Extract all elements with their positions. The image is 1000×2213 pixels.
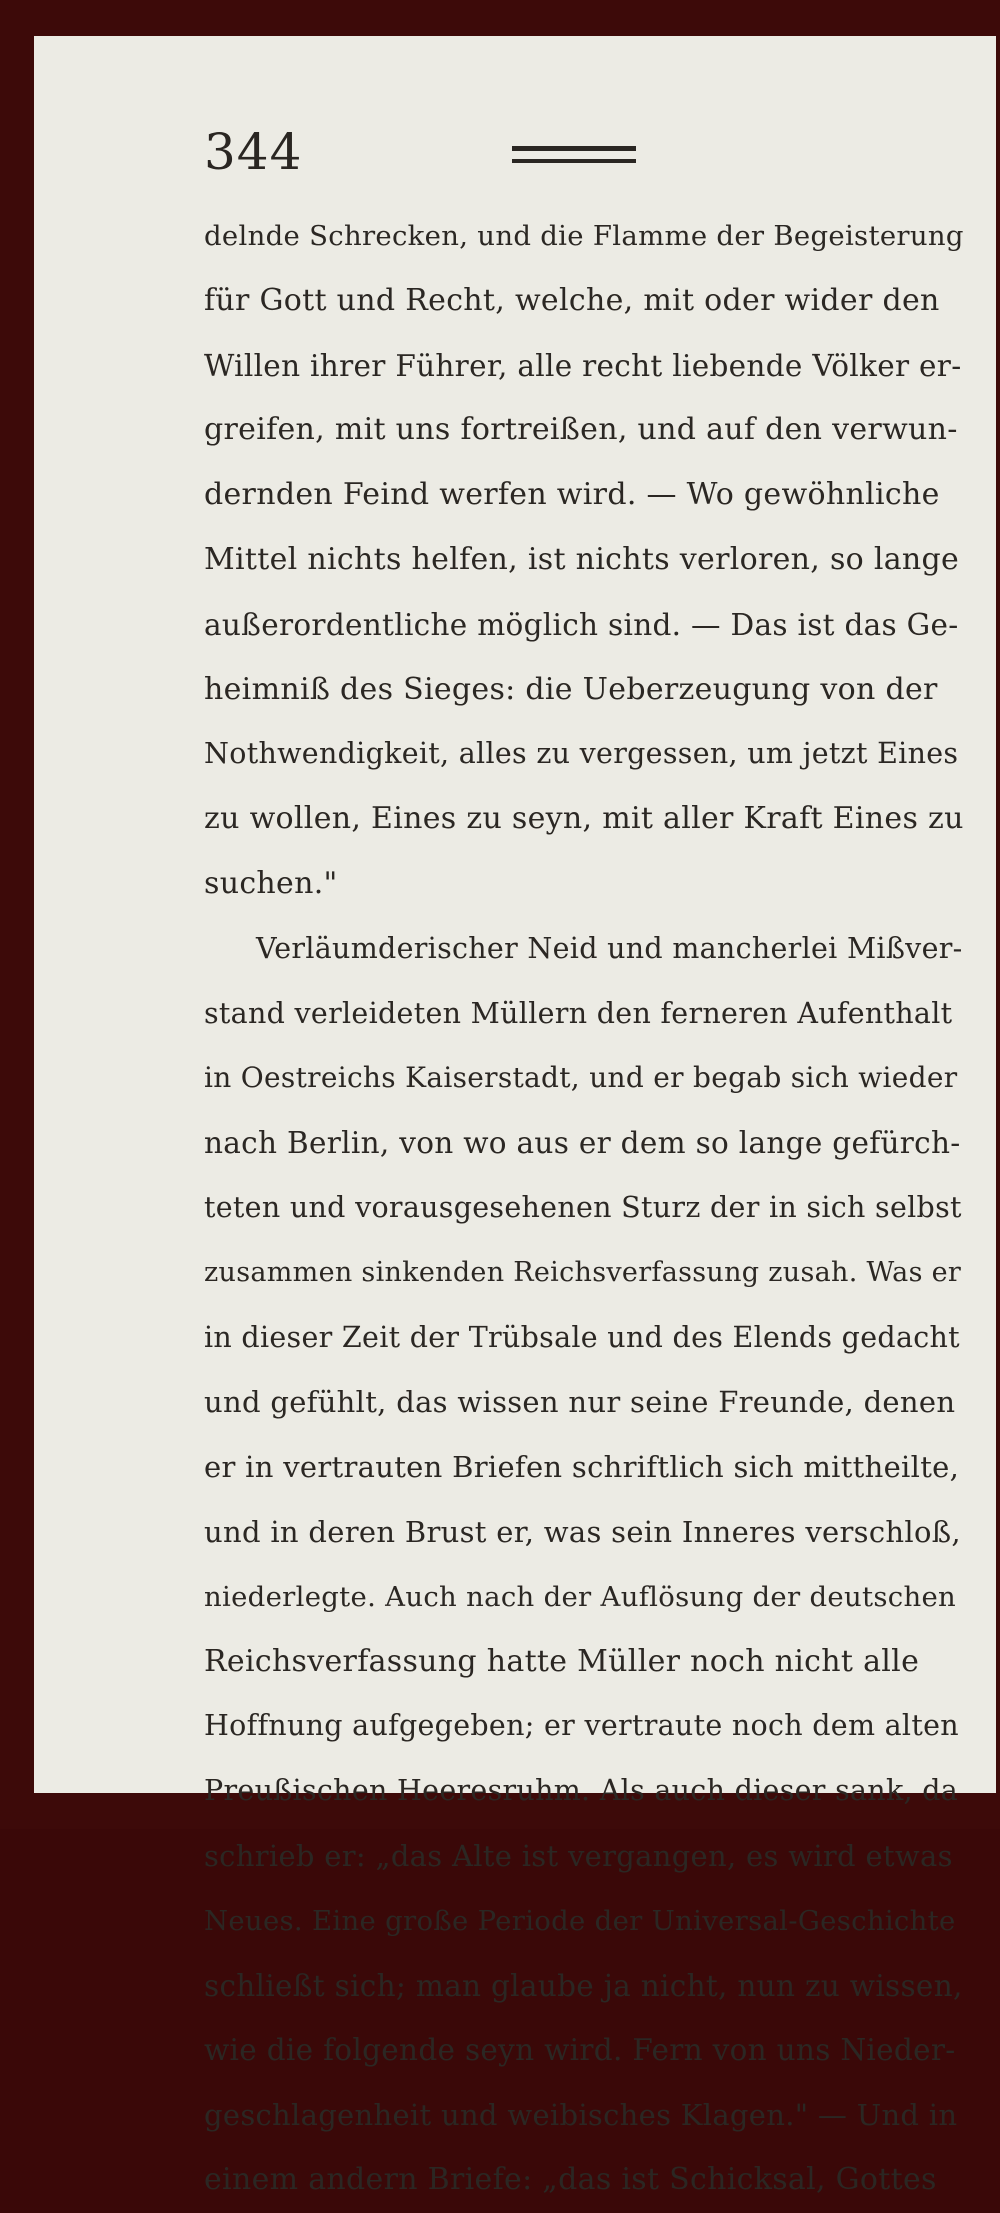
text-line: Neues. Eine große Periode der Universal-Geschichte [204, 1904, 956, 1937]
text-line: und in deren Brust er, was sein Inneres verschloß, [204, 1514, 961, 1549]
text-line: niederlegte. Auch nach der Auflösung der deutschen [204, 1580, 957, 1613]
text-line: delnde Schrecken, und die Flamme der Begeisterung [204, 220, 964, 252]
text-line: zu wollen, Eines zu seyn, mit aller Kraft Eines zu [204, 801, 964, 837]
text-line: dernden Feind werfen wird. — Wo gewöhnliche [204, 477, 940, 513]
text-line: Hoffnung aufgegeben; er vertraute noch dem alten [204, 1709, 959, 1743]
page-number: 344 [204, 123, 303, 181]
text-line: schrieb er: „das Alte ist vergangen, es wird etwas [204, 1838, 953, 1873]
text-line: heimniß des Sieges: die Ueberzeugung von der [204, 671, 938, 707]
text-line: geschlagenheit und weibisches Klagen." — Und in [204, 2098, 958, 2133]
body-text [204, 204, 964, 2213]
text-line: für Gott und Recht, welche, mit oder wider den [204, 282, 940, 318]
paragraph-start-line: Verläumderischer Neid und mancherlei Mißver- [256, 931, 963, 965]
text-line: und gefühlt, das wissen nur seine Freunde, denen [204, 1385, 956, 1420]
header-double-rule-bottom [512, 159, 636, 163]
text-line: nach Berlin, von wo aus er dem so lange gefürch- [204, 1126, 961, 1161]
book-page [34, 36, 996, 2197]
page-header [34, 36, 996, 196]
text-line: Mittel nichts helfen, ist nichts verloren, so lange [204, 541, 960, 577]
text-line: Nothwendigkeit, alles zu vergessen, um jetzt Eines [204, 737, 959, 771]
text-line: stand verleideten Müllern den ferneren Aufenthalt [204, 996, 953, 1030]
text-line: in Oestreichs Kaiserstadt, und er begab sich wieder [204, 1061, 958, 1095]
text-line: suchen." [204, 865, 338, 901]
text-line: wie die folgende seyn wird. Fern von uns Nieder- [204, 2033, 956, 2068]
text-line: Reichsverfassung hatte Müller noch nicht alle [204, 1643, 920, 1679]
text-line: Willen ihrer Führer, alle recht liebende Völker er- [204, 348, 962, 383]
text-line: greifen, mit uns fortreißen, und auf den verwun- [204, 412, 958, 448]
text-line: er in vertrauten Briefen schriftlich sich mittheilte, [204, 1450, 960, 1485]
header-double-rule-top [512, 146, 636, 151]
text-line: in dieser Zeit der Trübsale und des Elends gedacht [204, 1320, 960, 1354]
text-line: Preußischen Heeresruhm. Als auch dieser sank, da [204, 1774, 959, 1808]
text-line: schließt sich; man glaube ja nicht, nun zu wissen, [204, 1968, 963, 2003]
text-line: außerordentliche möglich sind. — Das ist das Ge- [204, 607, 959, 642]
text-line: teten und vorausgesehenen Sturz der in sich selbst [204, 1190, 962, 1224]
text-line: einem andern Briefe: „das ist Schicksal, Gottes [204, 2161, 937, 2197]
text-line: zusammen sinkenden Reichsverfassung zusah. Was er [204, 1256, 962, 1288]
